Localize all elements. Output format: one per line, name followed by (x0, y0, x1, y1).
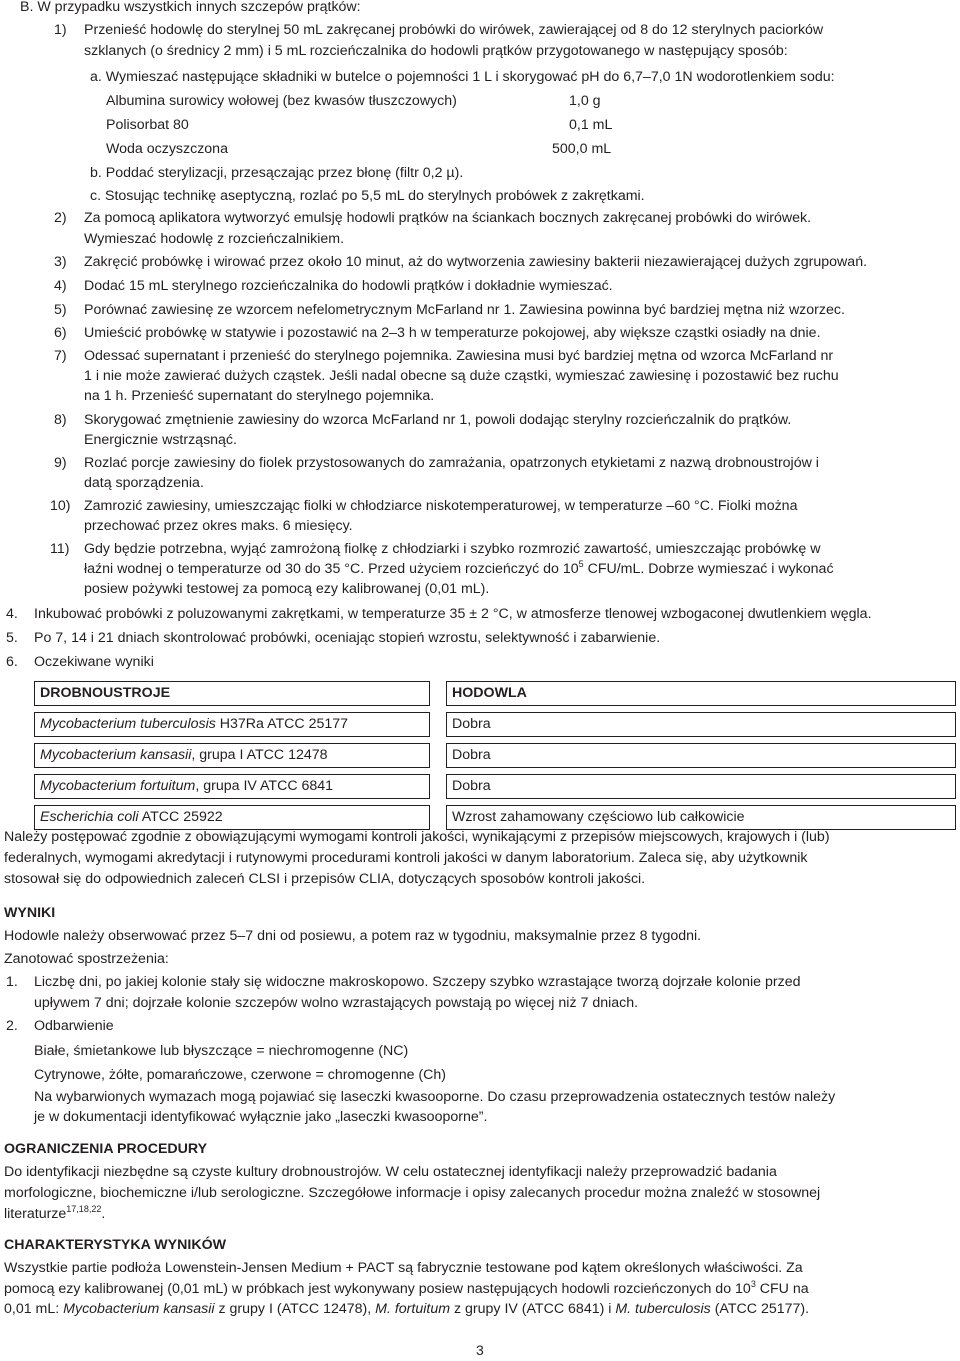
step-line: przechować przez okres maks. 6 miesięcy. (84, 518, 353, 534)
step-line: Energicznie wstrząsnąć. (84, 432, 237, 448)
item-number: 1. (6, 974, 18, 990)
result-cell: Wzrost zahamowany częściowo lub całkowicie (446, 805, 956, 830)
limitations-line: Do identyfikacji niezbędne są czyste kultury drobnoustrojów. W celu ostatecznej identyfikacji należy przeprowadzić badania (4, 1164, 777, 1180)
item-text: Po 7, 14 i 21 dniach skontrolować probówki, oceniając stopień wzrostu, selektywność i zabarwienie. (34, 630, 661, 646)
step-number: 9) (54, 455, 67, 471)
step-line: na 1 h. Przenieść supernatant do sterylnego pojemnika. (84, 388, 435, 404)
item-text: Inkubować probówki z poluzowanymi zakrętkami, w temperaturze 35 ± 2 °C, w atmosferze tlenowej wzbogaconej dwutlenkiem węgla. (34, 606, 872, 622)
ingredient-name: Woda oczyszczona (106, 141, 228, 157)
step-1-number: 1) (54, 22, 67, 38)
step-line: Skorygować zmętnienie zawiesiny do wzorca McFarland nr 1, powoli dodając sterylny rozcieńczalnik do prątków. (84, 412, 792, 428)
step-1-line: Przenieść hodowlę do sterylnej 50 mL zakręcanej probówki do wirówek, zawierającej od 8 do 12 sterylnych paciorków (84, 22, 824, 38)
organism-cell: Mycobacterium fortuitum, grupa IV ATCC 6841 (34, 774, 430, 799)
item-text: Liczbę dni, po jakiej kolonie stały się widoczne makroskopowo. Szczepy szybko wzrastające tworzą dojrzałe kolonie przed (34, 974, 801, 990)
item-text: Oczekiwane wyniki (34, 654, 154, 670)
ingredient-qty: 0,1 mL (569, 117, 613, 133)
result-cell: Dobra (446, 712, 956, 737)
color-note: je w dokumentacji identyfikować wyłącznie jako „laseczki kwasooporne”. (34, 1109, 488, 1125)
color-category: Białe, śmietankowe lub błyszczące = niechromogenne (NC) (34, 1043, 409, 1059)
qc-line: stosował się do odpowiednich zaleceń CLSI i przepisów CLIA, dotyczących sposobów kontroli jakości. (4, 871, 646, 887)
step-line: 1 i nie może zawierać dużych cząstek. Jeśli nadal obecne są duże cząstki, wymieszać zawiesinę i pozostawić bez ruchu (84, 368, 839, 384)
page-number: 3 (476, 1342, 484, 1358)
step-line: Wymieszać hodowlę z rozcieńczalnikiem. (84, 231, 345, 247)
ingredient-qty: 1,0 g (569, 93, 601, 109)
step-1c: c. Stosując technikę aseptyczną, rozlać po 5,5 mL do sterylnych probówek z zakrętkami. (90, 188, 645, 204)
step-number: 10) (50, 498, 71, 514)
step-line: Umieścić probówkę w statywie i pozostawić na 2–3 h w temperaturze pokojowej, aby większe cząstki osiadły na dnie. (84, 325, 821, 341)
step-1a: a. Wymieszać następujące składniki w butelce o pojemności 1 L i skorygować pH do 6,7–7,0 1N wodorotlenkiem sodu: (90, 69, 835, 85)
step-1-line: szklanych (o średnicy 2 mm) i 5 mL rozcieńczalnika do hodowli prątków przygotowanego w następujący sposób: (84, 43, 788, 59)
qc-line: federalnych, wymogami akredytacji i rutynowymi procedurami kontroli jakości w danym laboratorium. Zaleca się, aby użytkownik (4, 850, 808, 866)
ingredient-name: Albumina surowicy wołowej (bez kwasów tłuszczowych) (106, 93, 457, 109)
item-text: upływem 7 dni; dojrzałe kolonie szczepów wolno wzrastających powstają po więcej niż 7 dniach. (34, 995, 639, 1011)
section-heading-limitations: OGRANICZENIA PROCEDURY (4, 1141, 208, 1157)
item-number: 6. (6, 654, 18, 670)
step-line: Dodać 15 mL sterylnego rozcieńczalnika do hodowli prątków i dokładnie wymieszać. (84, 278, 613, 294)
step-line: Zamrozić zawiesiny, umieszczając fiolki w chłodziarce niskotemperaturowej, w temperaturze –60 °C. Fiolki można (84, 498, 798, 514)
results-paragraph: Zanotować spostrzeżenia: (4, 951, 169, 967)
step-line: Odessać supernatant i przenieść do sterylnego pojemnika. Zawiesina musi być bardziej mętna od wzorca McFarland nr (84, 348, 834, 364)
table-row (34, 712, 956, 737)
step-number: 8) (54, 412, 67, 428)
header-culture: HODOWLA (446, 681, 956, 706)
item-number: 2. (6, 1018, 18, 1034)
item-number: 5. (6, 630, 18, 646)
step-line: Gdy będzie potrzebna, wyjąć zamrożoną fiolkę z chłodziarki i szybko rozmrozić zawartość, umieszczając probówkę w (84, 541, 821, 557)
step-number: 5) (54, 302, 67, 318)
ingredient-name: Polisorbat 80 (106, 117, 189, 133)
step-number: 6) (54, 325, 67, 341)
performance-line: Wszystkie partie podłoża Lowenstein-Jensen Medium + PACT są fabrycznie testowane pod kątem określonych właściwości. Za (4, 1260, 803, 1276)
color-note: Na wybarwionych wymazach mogą pojawiać się laseczki kwasooporne. Do czasu przeprowadzenia ostatecznych testów należy (34, 1089, 836, 1105)
ingredient-qty: 500,0 mL (552, 141, 612, 157)
qc-line: Należy postępować zgodnie z obowiązującymi wymogami kontroli jakości, wynikającymi z przepisów miejscowych, krajowych i (lub) (4, 829, 830, 845)
step-number: 4) (54, 278, 67, 294)
section-heading-performance: CHARAKTERYSTYKA WYNIKÓW (4, 1237, 226, 1253)
item-text: Odbarwienie (34, 1018, 114, 1034)
organism-cell: Escherichia coli ATCC 25922 (34, 805, 430, 830)
step-line: Zakręcić probówkę i wirować przez około 10 minut, aż do wytworzenia zawiesiny bakterii niezawierającej dużych zgrupowań. (84, 254, 868, 270)
step-line: Rozlać porcje zawiesiny do fiolek przystosowanych do zamrażania, opatrzonych etykietami z nazwą drobnoustrojów i (84, 455, 819, 471)
step-line: datą sporządzenia. (84, 475, 204, 491)
step-line: posiew pożywki testowej za pomocą ezy kalibrowanej (0,01 mL). (84, 581, 490, 597)
step-number: 3) (54, 254, 67, 270)
section-b-heading: B. W przypadku wszystkich innych szczepów prątków: (20, 0, 361, 15)
performance-line: pomocą ezy kalibrowanej (0,01 mL) w próbkach jest wykonywany posiew następujących hodowli rozcieńczonych do $10^3$ CFU na (4, 1279, 809, 1297)
performance-line: 0,01 mL: Mycobacterium kansasii z grupy I (ATCC 12478), M. fortuitum z grupy IV (ATCC 6841) i M. tuberculosis (ATCC 25177). (4, 1301, 810, 1317)
limitations-line: literaturze$^{17,18,22}$. (4, 1204, 106, 1222)
step-1b: b. Poddać sterylizacji, przesączając przez błonę (filtr 0,2 µ). (90, 165, 464, 181)
step-line: łaźni wodnej o temperaturze od 30 do 35 °C. Przed użyciem rozcieńczyć do $10^5$ CFU/mL. Dobrze wymieszać i wykonać (84, 559, 834, 577)
step-line: Porównać zawiesinę ze wzorcem nefelometrycznym McFarland nr 1. Zawiesina powinna być bardziej mętna niż wzorzec. (84, 302, 845, 318)
section-heading-results: WYNIKI (4, 905, 56, 921)
result-cell: Dobra (446, 774, 956, 799)
limitations-line: morfologiczne, biochemiczne i/lub serologiczne. Szczegółowe informacje i opisy zalecanych procedur można znaleźć w stosownej (4, 1185, 821, 1201)
organism-cell: Mycobacterium tuberculosis H37Ra ATCC 25177 (34, 712, 430, 737)
organism-cell: Mycobacterium kansasii, grupa I ATCC 12478 (34, 743, 430, 768)
expected-results-table (34, 675, 956, 836)
table-row (34, 774, 956, 799)
result-cell: Dobra (446, 743, 956, 768)
header-organisms: DROBNOUSTROJE (34, 681, 430, 706)
step-line: Za pomocą aplikatora wytworzyć emulsję hodowli prątków na ściankach bocznych zakręcanej probówki do wirówek. (84, 210, 812, 226)
color-category: Cytrynowe, żółte, pomarańczowe, czerwone = chromogenne (Ch) (34, 1067, 447, 1083)
step-number: 11) (50, 541, 70, 557)
table-header-row (34, 681, 956, 706)
table-row (34, 743, 956, 768)
item-number: 4. (6, 606, 18, 622)
step-number: 2) (54, 210, 67, 226)
step-number: 7) (54, 348, 67, 364)
results-paragraph: Hodowle należy obserwować przez 5–7 dni od posiewu, a potem raz w tygodniu, maksymalnie przez 8 tygodni. (4, 928, 702, 944)
